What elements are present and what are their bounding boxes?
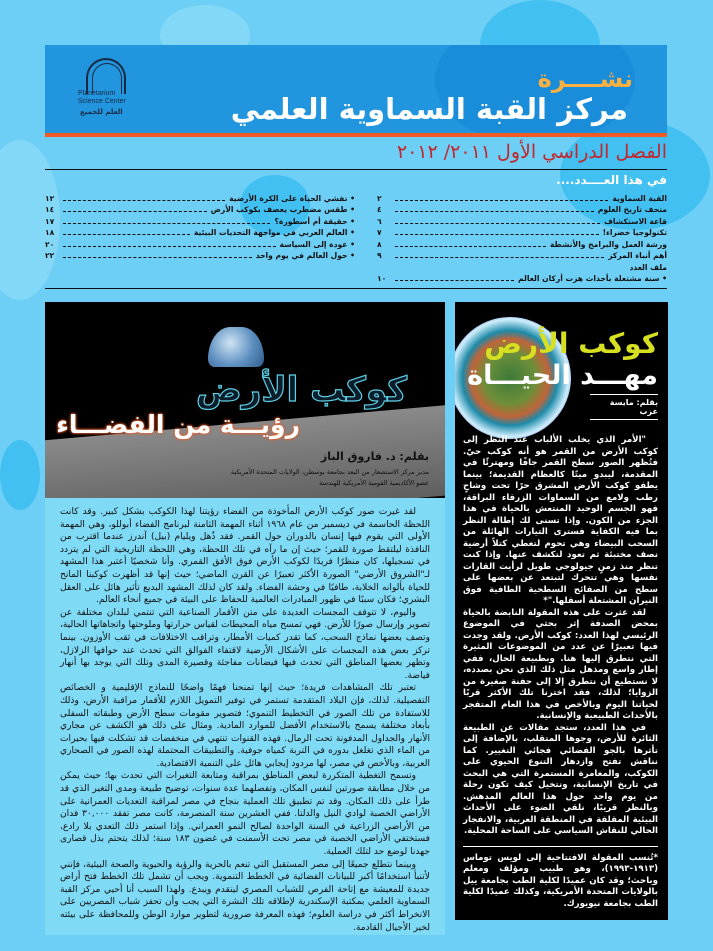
- toc-leader: [395, 257, 604, 258]
- toc-leader: [395, 200, 608, 201]
- toc-title: في هذا العــــدد....: [556, 173, 667, 187]
- toc-page-number: ١٠: [377, 274, 387, 283]
- toc-item[interactable]: [377, 260, 667, 272]
- toc-item-label: • تفشي الحياة على الكرة الأرضية: [229, 193, 355, 203]
- footnote: *تُنسب المقولة الافتتاحية إلى لويس توماس (١٩١٣-١٩٩٣)، وهو طبيب ومؤلف ومعلم وباحث؛ وقد كان عميدًا لكلية الطب بجامعة ييل بالولايات المتحدة الأمريكية، وكذلك عميدًا لكلية الطب بجامعة نيويورك.: [463, 852, 658, 909]
- term-subtitle: الفصل الدراسي الأول ٢٠١١/ ٢٠١٢: [396, 141, 667, 163]
- toc-leader: [63, 234, 190, 235]
- quote-paragraph: "الأمر الذي يخلب الألباب عند النظر إلى كوكب الأرض من القمر هو أنه كوكب حيّ. فتُظهر الصور سطح القمر جافًا ومهترئًا في المقدمة، ليبدو ميتًا كالعظام القديمة؛ بينما يطفو كوكب الأرض المشرق حرًا تحت وشاحٍ رطب ولامع من السماوات الزرقاء البراقة، فهو الجسم الوحيد المنتعش بالحياة في هذا الجزء من الكون. وإذا تسنى لك إطالة النظر بما فيه الكفاية فسترى التيارات الهائلة من السحب البيضاء وهي تحوم لتغطي كتلاً أرضية نصف مختبئة ثم تعود لتكشف عنها. وإذا كنت تنظر منذ زمنٍ جيولوجي طويل لرأيت القارات نفسها وهي تتحرك لتبتعد عن بعضها على سطح من الصفائح السطحية الطافية فوق النيران المشتعلة أسفلها."*: [463, 435, 658, 606]
- toc-item-label: ملف العدد: [629, 262, 667, 272]
- toc-right-column: [377, 191, 667, 283]
- toc-leader: [395, 246, 546, 247]
- article-body: [45, 498, 445, 934]
- article-title: كوكب الأرض: [484, 327, 658, 360]
- paragraph: لقد غيرت صور كوكب الأرض المأخوذة من الفضاء رؤيتنا لهذا الكوكب بشكل كبير. وقد كانت اللحظة الحاسمة في ديسمبر من عام ١٩٦٨ أثناء المهمة الثامنة لبرنامج الفضاء أبوللو، وهي المهمة الأولى التي يقوم فيها إنسان بالدوران حول القمر. فقد ذُهل ويليام (بيل) آندرز عندما اقترب من النافذة ليلتقط صورة للقمر؛ حيث إن ما رآه في تلك اللحظة، وهي اللحظة التاريخية التي لم يتردد في تسجيلها، كان منظرًا فريدًا لكوكب الأرض فوق الأفق القمري. وأنا شخصيًا أعتبر هذا المشهد لـ"الشروق الأرضي" الصورة الأكثر تعبيرًا عن القرن الماضي؛ حيث إنها قد أظهرت كوكبنا المانح للحياة بألوانه الخلابة، طافيًا في وحشة الفضاء. ولقد كان لذلك المشهد البديع تأثير هائل على العقل البشري؛ فكان سببًا في ظهور المبادرات العالمية للحفاظ على البيئة في جميع أنحاء العالم.: [60, 507, 430, 606]
- toc-leader: [63, 200, 225, 201]
- toc-page-number: ٢: [377, 193, 382, 203]
- toc-item[interactable]: [45, 249, 355, 261]
- toc-leader: [395, 223, 600, 224]
- toc-leader: [63, 246, 276, 247]
- article-body: [463, 435, 658, 910]
- author-byline: بقلم: مايسة عزب: [590, 394, 658, 420]
- newsletter-label: نشــــرة: [537, 65, 633, 93]
- toc-page-number: ٢٠: [45, 239, 55, 249]
- toc-item[interactable]: [377, 214, 667, 226]
- planetarium-logo: [78, 58, 143, 120]
- wave-decoration: [0, 440, 40, 510]
- toc-item-label: • عودة إلى السياسة: [279, 239, 355, 249]
- toc-item[interactable]: [45, 191, 355, 203]
- toc-item-label: • العالم العربي في مواجهة التحديات البيئية: [193, 228, 355, 237]
- article-earth-from-space: [45, 302, 445, 935]
- paragraph: وبينما نتطلع جميعًا إلى مصر المستقبل التي تنعم بالحرية والرؤية والحيوية والصحة البيئية، فإنني لأتنبأ استخدامًا أكبر للبيانات الفضائية في الخطط التنموية. ويجب أن تشمل تلك الخطط فتح أراض جديدة للمعيشة مع إتاحة الفرص للشباب المصري ليتقدم ويبدع. ولهذا السبب أنا أحيي مركز القبة السماوية العلمي بمكتبة الإسكندرية لإطلاقه تلك النشرة التي يجب وأن تحفز شباب المصريين على الانخراط أكثر في دراسة العلوم؛ فهذه المعرفة ضرورية لتطوير موارد الوطن وللمحافظة على بيئته لخير الأجيال القادمة.: [60, 859, 430, 933]
- toc-item-label: أهم أنباء المركز: [608, 251, 667, 260]
- logo-slogan: العلم للجميع: [80, 108, 123, 116]
- toc-item[interactable]: [377, 249, 667, 261]
- article-subtitle: مهـــد الحيـــاة: [467, 360, 658, 391]
- paragraph: تعتبر تلك المشاهدات فريدة؛ حيث إنها تمنحنا فهمًا واضحًا للنماذج الإقليمية و الخصائص التفصيلية. لذلك، فإن البلاد المتقدمة تستمر في توفير التمويل اللازم للأقمار مراقبة الأرض، وذلك للاستفادة من تلك الصور في التخطيط التنموي؛ فتصوير مقومات سطح الأرض وطبقاته السفلى بأبعاد مختلفة يسمح بالاستخدام الأفضل للموارد المادية. ومثال على ذلك هو الكشف عن مجاري الأنهار والجداول المدفونة تحت الرمال. فهذه القنوات تنتهي في منخفضات قد تشكلت فيها بحيرات من الماء الذي تغلغل بدوره في التربة كمياه جوفية. والتطبيقات المحتملة لهذه الصور في الصحاري العربية، وبالأخص في مصر، لها مردود إيجابي هائل على التنمية الاقتصادية.: [60, 683, 430, 769]
- author-role: عضو الأكاديمية القومية الأمريكية للهندسة: [319, 479, 429, 487]
- divider: [45, 288, 667, 289]
- toc-page-number: ١٧: [45, 216, 55, 226]
- toc-item[interactable]: [45, 214, 355, 226]
- logo-line-2: Science Center: [78, 98, 126, 105]
- toc-leader: [395, 211, 594, 212]
- paragraph: لقد عثرت على هذه المقولة النابضة بالحياة بمحض الصدفة إثر بحثي في الموضوع الرئيسي لهذا العدد: كوكب الأرض. ولقد وجدت فيها تعبيرًا عن عدد من الموضوعات المثيرة التي نتطرق إليها هنا. وبطبيعة الحال، ففي إطار واسع ومذهل مثل ذلك الذي نحن بصدده، لا نستطيع أن نتطرق إلا إلى حفنة صغيرة من الزوايا؛ لذلك، فقد اخترنا تلك الأكثر قربًا لحياتنا اليوم وبالأخص في هذا العام المتفجر بالأحداث الطبيعية والإنسانية.: [463, 607, 658, 721]
- toc-leader: [63, 223, 270, 224]
- toc-item[interactable]: [377, 272, 667, 284]
- author-role: مدير مركز الاستشعار من البعد بجامعة بوسطن، الولايات المتحدة الأمريكية: [230, 468, 429, 476]
- article-subtitle: رؤيـــة من الفضـــاء: [56, 410, 300, 439]
- toc-item-label: القبة السماوية: [612, 193, 667, 203]
- toc-item[interactable]: [377, 203, 667, 215]
- toc-item-label: متحف تاريخ العلوم: [597, 205, 667, 214]
- paragraph: واليوم، لا تتوقف المجسات العديدة على متن الأقمار الصناعية التي تنتمي لبلدان مختلفة عن تصوير وإرسال صورًا للأرض. فهي تمسح مياه المحيطات لقياس حرارتها وملوحتها واتجاهاتها الحالية، وتصف بعضها نماذج السحب، كما تقدر كميات الأمطار، وتراقب الاختلافات في ثقب الأوزون. بينما تركز بعض هذه المجسات على الأشكال الأرضية لاقتفاء الفوالق التي تحدث عند حوافها الزلازل، وتظهر بعضها المناطق التي تحدث فيها فيضانات مفاجئة وقصيرة المدى وتلك التي يوجد بها أنهار فياضة.: [60, 607, 430, 681]
- divider: [45, 169, 667, 170]
- earthrise-image: [45, 302, 445, 498]
- toc-page-number: ٦: [377, 216, 382, 226]
- toc-page-number: ١٨: [45, 228, 55, 237]
- paragraph: في هذا العدد، ستجد مقالات عن الطبيعة الثائرة للأرض، وجوها المتقلب، بالإضافة إلى تأثرها بالجو الفضائي فجائي التغيير. كما نناقش تفتح وازدهار التنوع الحيوي على الكوكب، والمغامرة المستمرة التي هي البحث في تاريخ الإنسانية، ونتخيل كيف تكون رحلة من يوم واحد حول هذا العالم المدهش. وبالنظر قريبًا، نلقي الضوء على الأحداث البيئية المقلقة في المنطقة العربية، والانفجار الحالي للنقاش السياسي على الساحة المحلية.: [463, 722, 658, 836]
- toc-item[interactable]: [377, 191, 667, 203]
- toc-leader: [395, 280, 514, 281]
- toc-item[interactable]: [377, 237, 667, 249]
- logo-line-1: Planetarium: [78, 90, 116, 97]
- toc-item-label: • طقس مضطرب يعصف بكوكب الأرض: [210, 205, 355, 214]
- toc-item-label: قاعة الاستكشاف: [604, 216, 667, 226]
- toc-leader: [63, 211, 207, 212]
- toc-left-column: [45, 191, 355, 260]
- toc-leader: [63, 257, 252, 258]
- toc-page-number: ٩: [377, 251, 382, 260]
- toc-item-label: تكنولوجيا خضراء!: [602, 228, 667, 237]
- toc-item-label: • حول العالم في يوم واحد: [255, 251, 355, 260]
- article-cradle-of-life: [455, 302, 668, 920]
- toc-item-label: • سنة مشتعلة بأحداث هزت أركان العالم: [518, 274, 667, 283]
- toc-item[interactable]: [45, 237, 355, 249]
- toc-item[interactable]: [377, 226, 667, 238]
- toc-leader: [395, 234, 599, 235]
- toc-item-label: • حقيقة أم أسطورة؟: [274, 216, 355, 226]
- center-name: مركز القبة السماوية العلمي: [230, 92, 628, 126]
- toc-page-number: ١٢: [45, 193, 55, 203]
- toc-item[interactable]: [45, 203, 355, 215]
- paragraph: وتسمح التغطية المتكررة لبعض المناطق بمراقبة ومتابعة التغيرات التي تحدث بها؛ حيث يمكن من خلال مطابقة صورتين لنفس المكان، وتفصلهما عدة سنوات، توضيح طبيعة ومدى التغير الذي قد طرأ على ذلك المكان. وقد تم تطبيق تلك العملية بنجاح في مصر لمراقبة التعديات العمرانية على الأراضي الخصبة لوادي النيل والدلتا. ففي العشرين سنة المنصرمة، كانت مصر تفقد ٣٠,٠٠٠ فدان من الأراضي الزراعية في السنة الواحدة لصالح النمو العمراني. وإذا استمر ذلك التعدي بلا رادع، فستختفي الأراضي الخصبة في مصر تحت الأسمنت في غضون ١٨٣ سنة؛ لذلك يتحتم بذل قصارى جهدنا لوضع حد لتلك العملية.: [60, 771, 430, 858]
- footnote-divider: [463, 846, 658, 847]
- toc-item[interactable]: [45, 226, 355, 238]
- earth-image: [208, 327, 264, 367]
- header-divider: [45, 133, 667, 137]
- article-title: كوكب الأرض: [196, 370, 407, 410]
- toc-page-number: ٧: [377, 228, 382, 237]
- toc-item-label: ورشة العمل والبرامج والأنشطة: [549, 239, 667, 249]
- toc-page-number: ١٤: [45, 205, 55, 214]
- toc-page-number: ٤: [377, 205, 382, 214]
- toc-page-number: ٨: [377, 239, 382, 249]
- toc-page-number: ٢٢: [45, 251, 55, 260]
- author-byline: بقلم: د. فاروق الباز: [320, 450, 429, 463]
